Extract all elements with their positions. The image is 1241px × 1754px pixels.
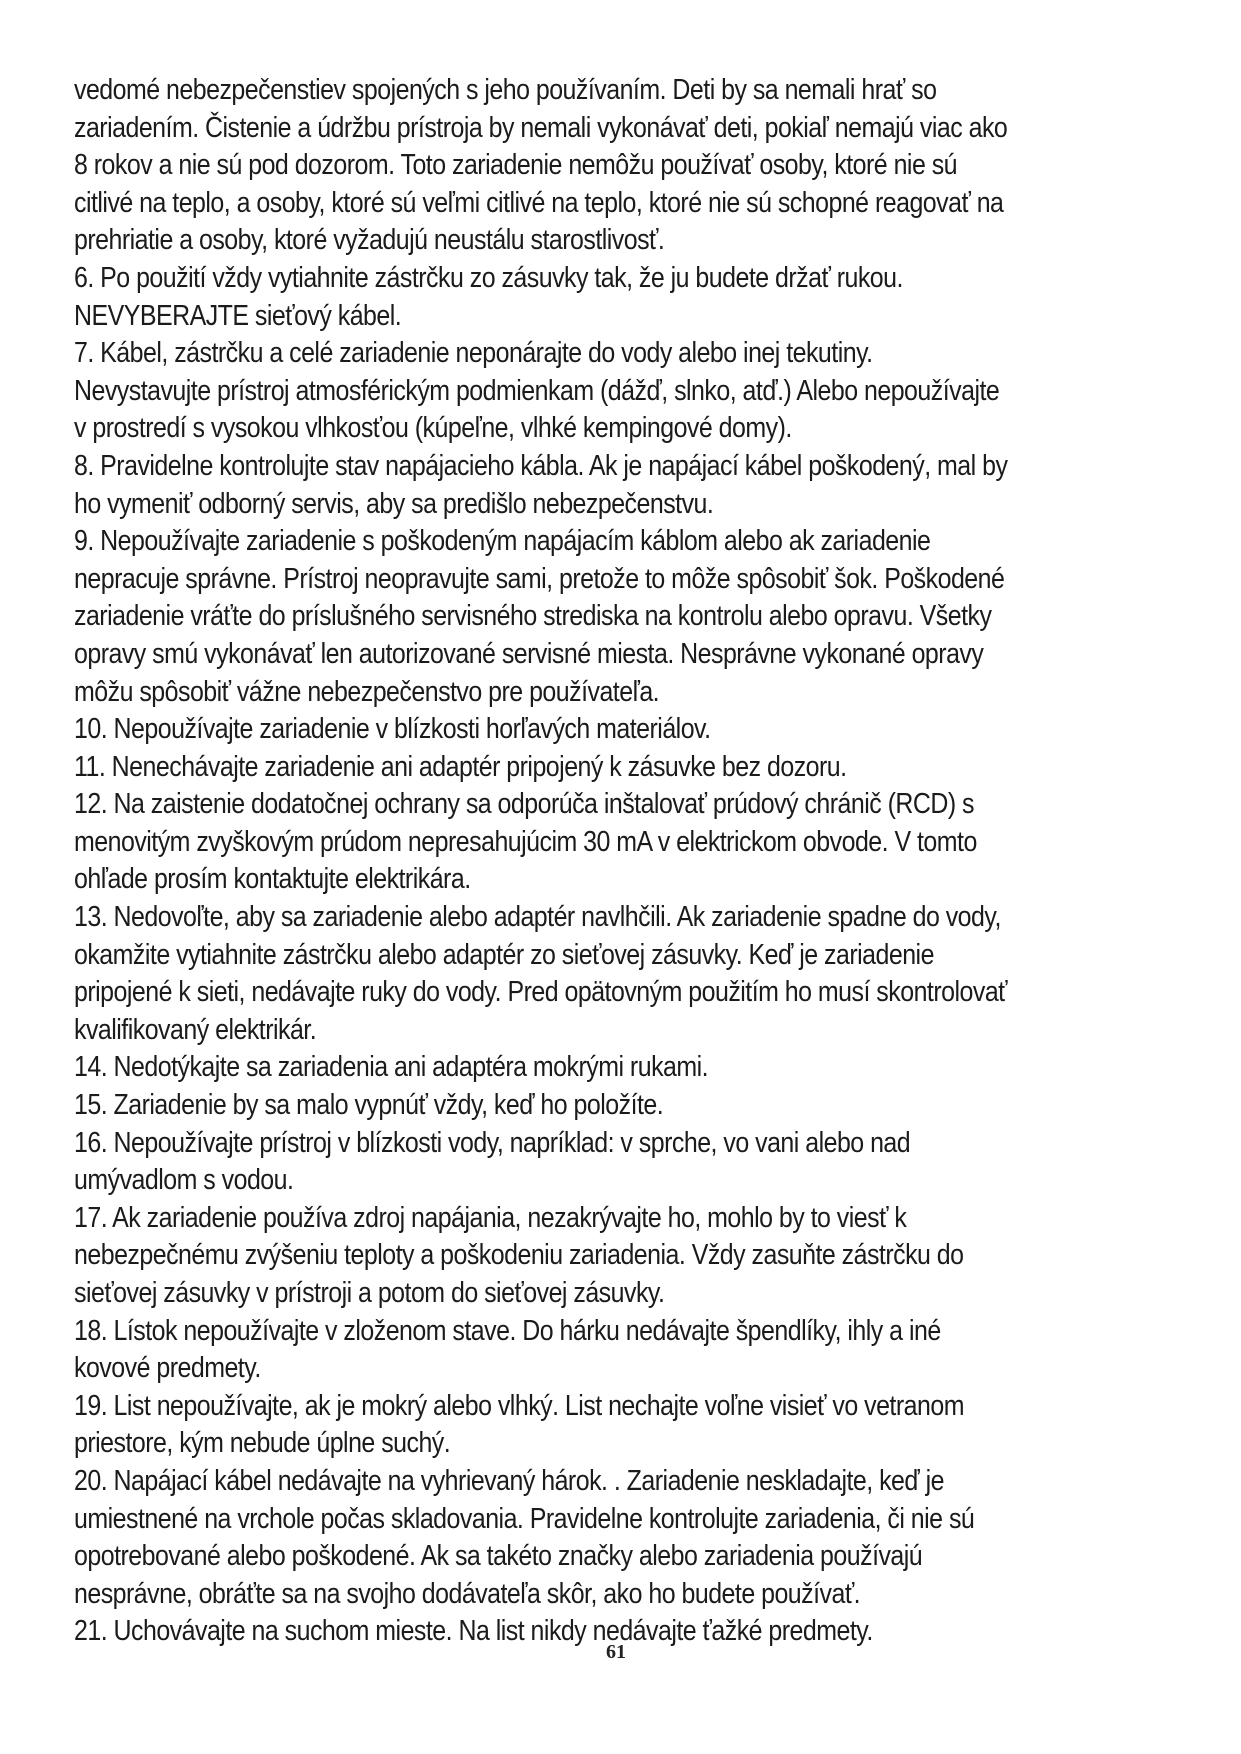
text-line: priestore, kým nebude úplne suchý. — [74, 1427, 451, 1460]
item-18-line: 18. Lístok nepoužívajte v zloženom stave. Do hárku nedávajte špendlíky, ihly a iné — [74, 1314, 941, 1347]
text-line: kvalifikovaný elektrikár. — [74, 1013, 317, 1046]
text-line: nepracuje správne. Prístroj neopravujte sami, pretože to môže spôsobiť šok. Poškodené — [74, 562, 1005, 595]
item-9-line: 9. Nepoužívajte zariadenie s poškodeným napájacím káblom alebo ak zariadenie — [74, 525, 931, 558]
text-line: zariadením. Čistenie a údržbu prístroja by nemali vykonávať deti, pokiaľ nemajú viac ako — [74, 111, 1008, 144]
item-8-line: 8. Pravidelne kontrolujte stav napájacieho kábla. Ak je napájací kábel poškodený, mal by — [74, 449, 1008, 482]
item-11-line: 11. Nenechávajte zariadenie ani adaptér pripojený k zásuvke bez dozoru. — [74, 750, 847, 783]
item-12-line: 12. Na zaistenie dodatočnej ochrany sa odporúča inštalovať prúdový chránič (RCD) s — [74, 788, 975, 821]
item-19-line: 19. List nepoužívajte, ak je mokrý alebo vlhký. List nechajte voľne visieť vo vetranom — [74, 1389, 964, 1422]
text-line: sieťovej zásuvky v prístroji a potom do sieťovej zásuvky. — [74, 1277, 665, 1309]
text-line: citlivé na teplo, a osoby, ktoré sú veľmi citlivé na teplo, ktoré nie sú schopné reagovať na — [74, 186, 1004, 219]
text-line: prehriatie a osoby, ktoré vyžadujú neustálu starostlivosť. — [74, 224, 665, 257]
text-line: pripojené k sieti, nedávajte ruky do vody. Pred opätovným použitím ho musí skontrolovať — [74, 976, 1008, 1009]
text-line: v prostredí s vysokou vlhkosťou (kúpeľne, vlhké kempingové domy). — [74, 412, 792, 445]
page-number: 61 — [606, 1641, 626, 1663]
item-20-line: 20. Napájací kábel nedávajte na vyhrievaný hárok. . Zariadenie neskladajte, keď je — [74, 1464, 945, 1497]
item-13-line: 13. Nedovoľte, aby sa zariadenie alebo adaptér navlhčili. Ak zariadenie spadne do vody, — [74, 901, 1001, 934]
text-line: vedomé nebezpečenstiev spojených s jeho používaním. Deti by sa nemali hrať so — [74, 74, 937, 106]
item-15-line: 15. Zariadenie by sa malo vypnúť vždy, keď ho položíte. — [74, 1089, 664, 1122]
text-line: menovitým zvyškovým prúdom nepresahujúcim 30 mA v elektrickom obvode. V tomto — [74, 825, 977, 858]
text-line: umývadlom s vodou. — [74, 1164, 294, 1197]
text-line: umiestnené na vrchole počas skladovania. Pravidelne kontrolujte zariadenia, či nie sú — [74, 1502, 975, 1535]
item-21-line: 21. Uchovávajte na suchom mieste. Na list nikdy nedávajte ťažké predmety. — [74, 1615, 873, 1648]
text-line: opravy smú vykonávať len autorizované servisné miesta. Nesprávne vykonané opravy — [74, 637, 984, 670]
item-6-line: 6. Po použití vždy vytiahnite zástrčku zo zásuvky tak, že ju budete držať rukou. — [74, 261, 903, 294]
text-line: Nevystavujte prístroj atmosférickým podmienkam (dážď, slnko, atď.) Alebo nepoužívajte — [74, 374, 1000, 407]
text-line: zariadenie vráťte do príslušného servisného strediska na kontrolu alebo opravu. Všetky — [74, 600, 992, 633]
text-line: ohľade prosím kontaktujte elektrikára. — [74, 863, 471, 896]
text-line: okamžite vytiahnite zástrčku alebo adaptér zo sieťovej zásuvky. Keď je zariadenie — [74, 938, 934, 971]
text-line: NEVYBERAJTE sieťový kábel. — [74, 299, 402, 332]
text-line: nesprávne, obráťte sa na svojho dodávateľa skôr, ako ho budete používať. — [74, 1577, 861, 1610]
text-line: 8 rokov a nie sú pod dozorom. Toto zariadenie nemôžu používať osoby, ktoré nie sú — [74, 149, 958, 182]
text-line: môžu spôsobiť vážne nebezpečenstvo pre používateľa. — [74, 675, 660, 708]
item-7-line: 7. Kábel, zástrčku a celé zariadenie neponárajte do vody alebo inej tekutiny. — [74, 337, 873, 370]
item-16-line: 16. Nepoužívajte prístroj v blízkosti vody, napríklad: v sprche, vo vani alebo nad — [74, 1126, 911, 1159]
text-line: ho vymeniť odborný servis, aby sa predišlo nebezpečenstvu. — [74, 487, 714, 520]
item-17-line: 17. Ak zariadenie používa zdroj napájania, nezakrývajte ho, mohlo by to viesť k — [74, 1201, 907, 1234]
item-14-line: 14. Nedotýkajte sa zariadenia ani adaptéra mokrými rukami. — [74, 1051, 709, 1084]
text-line: kovové predmety. — [74, 1352, 261, 1385]
text-line: nebezpečnému zvýšeniu teploty a poškodeniu zariadenia. Vždy zasuňte zástrčku do — [74, 1239, 964, 1272]
item-10-line: 10. Nepoužívajte zariadenie v blízkosti horľavých materiálov. — [74, 713, 711, 746]
instructions-text-block — [74, 72, 1020, 1651]
text-line: opotrebované alebo poškodené. Ak sa takéto značky alebo zariadenia používajú — [74, 1540, 923, 1573]
